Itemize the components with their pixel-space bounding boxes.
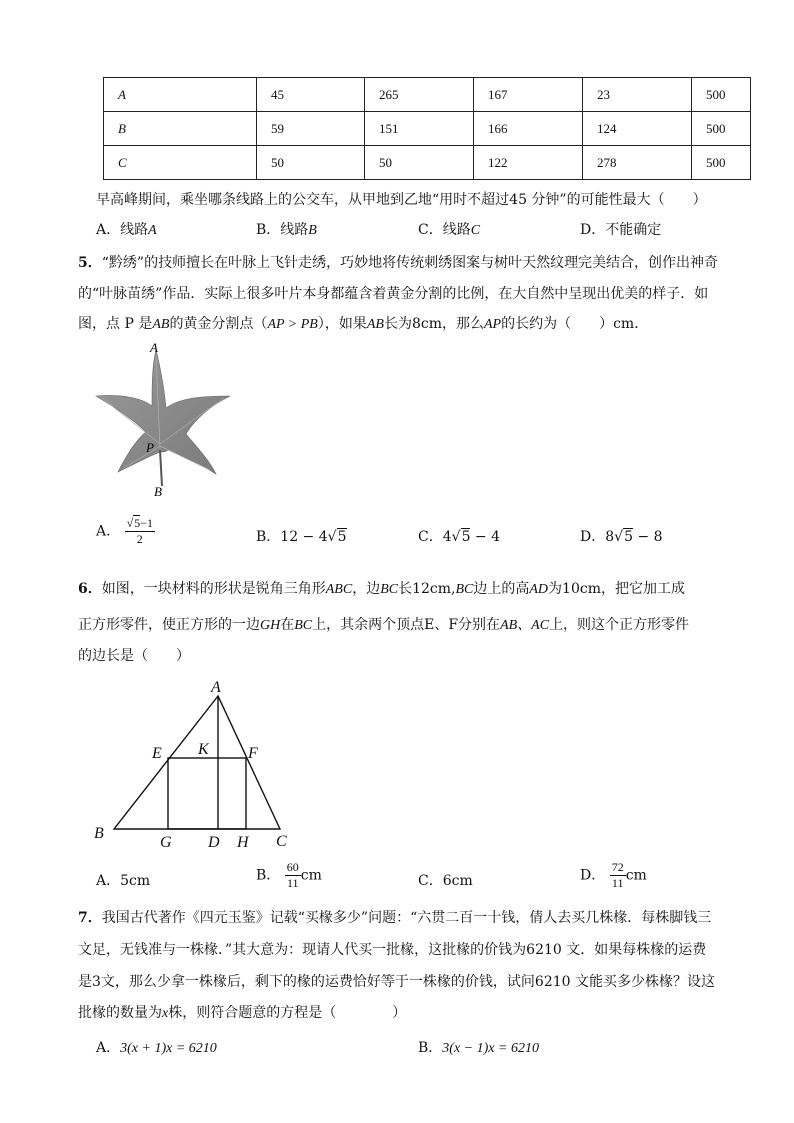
q5-line2: 的“叶脉苗绣”作品．实际上很多叶片本身都蕴含着黄金分割的比例，在大自然中呈现出优美的样子．如 — [78, 286, 709, 302]
option-label: B． — [256, 867, 281, 884]
text: 的黄金分割点（ — [169, 316, 268, 332]
fraction: $\frac{√5-1}{2}$ — [126, 516, 153, 546]
q5-line1 — [78, 252, 718, 272]
text: − 8 — [633, 529, 663, 545]
option-var: B — [308, 223, 317, 238]
cell: 265 — [365, 78, 474, 112]
text: 8 — [605, 529, 615, 545]
q5-line3 — [78, 313, 648, 333]
unit: cm — [300, 867, 322, 884]
text: −1 — [140, 516, 153, 530]
text: 在 — [280, 617, 295, 633]
var: AB、AC — [500, 618, 550, 633]
var: x — [162, 1006, 169, 1021]
option-label: A． — [96, 523, 121, 540]
option-var: A — [148, 223, 157, 238]
q4-option-b — [256, 219, 317, 239]
var: BC — [294, 618, 313, 633]
q6-line1 — [78, 578, 685, 598]
table-row — [104, 78, 751, 112]
text: “黔绣”的技师擅长在叶脉上飞针走绣，巧妙地将传统刺绣图案与树叶天然纹理完美结合，创作出神奇 — [101, 255, 719, 271]
text: 批椽的数量为 — [78, 1005, 162, 1021]
text: 的长约为（ ）cm． — [501, 316, 649, 332]
equation: 3(x + 1)x = 6210 — [120, 1041, 217, 1056]
label-b: B — [94, 825, 104, 842]
question-number: 6． — [78, 581, 102, 597]
option-var: C — [470, 223, 481, 238]
q6-option-b — [256, 860, 322, 891]
q4-text: 早高峰期间，乘坐哪条线路上的公交车，从甲地到乙地“用时不超过45 分钟”的可能性最大（ ） — [96, 192, 707, 208]
row-label: C — [104, 146, 257, 180]
cell: 50 — [365, 146, 474, 180]
cell: 124 — [583, 112, 692, 146]
option-label: C．线路 — [418, 222, 471, 238]
cell: 500 — [692, 112, 751, 146]
var: GH — [260, 618, 281, 633]
table-row — [104, 112, 751, 146]
row-label: A — [104, 78, 257, 112]
option-label: D． — [580, 529, 606, 545]
label-h: H — [237, 834, 249, 851]
label-e: E — [152, 745, 162, 762]
label-b: B — [154, 484, 162, 499]
unit: cm — [625, 867, 647, 884]
table-row — [104, 146, 751, 180]
q4-option-a — [96, 219, 157, 239]
q6-option-c: C．6cm — [418, 873, 473, 889]
triangle-abc — [114, 696, 280, 829]
q7-line2: 文足，无钱准与一株椽．”其大意为：现请人代买一批椽，这批椽的价钱为6210 文．如果每株椽的运费 — [78, 942, 707, 958]
square-efhg — [168, 758, 246, 829]
option-label: C． — [418, 529, 443, 545]
q5-option-d: D．8√5 − 8 — [580, 529, 663, 545]
denominator: 2 — [136, 532, 143, 546]
radicand: 5 — [337, 529, 347, 545]
label-a: A — [150, 340, 158, 355]
var: AB — [152, 317, 170, 332]
cell: 166 — [474, 112, 583, 146]
text: 边上的高 — [473, 581, 530, 597]
equation: 3(x − 1)x = 6210 — [442, 1041, 539, 1056]
triangle-figure — [90, 672, 310, 854]
q5-option-a — [96, 516, 155, 547]
q6-line2 — [78, 614, 689, 634]
numerator: 60 — [286, 860, 299, 874]
q4-option-d: D．不能确定 — [580, 222, 662, 238]
cell: 23 — [583, 78, 692, 112]
option-label: B．线路 — [256, 222, 309, 238]
cell: 500 — [692, 78, 751, 112]
option-label: B． — [256, 529, 281, 545]
leaf-stem — [160, 450, 162, 486]
q5-option-b: B．12 − 4√5 — [256, 529, 347, 545]
label-g: G — [160, 834, 172, 851]
leaf-shape — [96, 350, 230, 474]
cell: 59 — [257, 112, 365, 146]
cell: 151 — [365, 112, 474, 146]
label-k: K — [198, 741, 209, 758]
numerator: 72 — [611, 860, 624, 874]
cell: 45 — [257, 78, 365, 112]
text: 株，则符合题意的方程是（ ） — [168, 1005, 407, 1021]
question-number: 5． — [78, 255, 102, 271]
option-label: B． — [418, 1040, 443, 1056]
radicand: 5 — [134, 516, 141, 530]
text: − 4 — [470, 529, 501, 545]
q7-option-b — [418, 1037, 539, 1057]
text: 上，其余两个顶点E、F分别在 — [312, 617, 501, 633]
q6-line3: 的边长是（ ） — [78, 648, 190, 664]
var: BC — [455, 582, 474, 597]
text: 正方形零件，使正方形的一边 — [78, 617, 260, 633]
radicand: 5 — [461, 529, 471, 545]
text: 长为8cm，那么 — [383, 316, 484, 332]
text: ），如果 — [317, 316, 367, 332]
question-number: 7． — [78, 910, 102, 926]
fraction — [285, 860, 301, 891]
var: AD — [529, 582, 549, 597]
cell: 122 — [474, 146, 583, 180]
label-d: D — [208, 834, 220, 851]
var: AP — [483, 317, 502, 332]
option-label: A．线路 — [96, 222, 149, 238]
q6-option-d — [580, 860, 647, 891]
data-table — [103, 77, 751, 180]
leaf-figure — [90, 336, 250, 501]
text: ，边 — [352, 581, 381, 597]
cell: 50 — [257, 146, 365, 180]
text: 如图，一块材料的形状是锐角三角形 — [101, 581, 326, 597]
option-label: A． — [96, 1040, 121, 1056]
text: 我国古代著作《四元玉鉴》记载“买椽多少”问题：“六贯二百一十钱，倩人去买几株椽．每株脚钱三 — [101, 910, 712, 926]
text: 4 — [442, 529, 452, 545]
label-f: F — [248, 745, 258, 762]
cell: 278 — [583, 146, 692, 180]
option-label: D． — [580, 867, 606, 884]
text: 图，点 P 是 — [78, 316, 153, 332]
fraction — [610, 860, 626, 891]
q7-line4 — [78, 1002, 406, 1022]
denominator: 11 — [611, 876, 624, 890]
var: BC — [380, 582, 399, 597]
q6-option-a: A．5cm — [96, 873, 151, 889]
text: 长12cm, — [398, 581, 456, 597]
label-c: C — [276, 833, 287, 850]
label-p: P — [146, 440, 154, 455]
q7-option-a — [96, 1037, 217, 1057]
var: AP > PB — [267, 317, 318, 332]
text: 为10cm，把它加工成 — [548, 581, 685, 597]
q7-line3: 是3文，那么少拿一株椽后，剩下的椽的运费恰好等于一株椽的价钱，试问6210 文能买多少株椽？设这 — [78, 974, 715, 990]
text: 12 − 4 — [280, 529, 328, 545]
var: AB — [366, 317, 384, 332]
q4-option-c — [418, 219, 480, 239]
cell: 167 — [474, 78, 583, 112]
denominator: 11 — [286, 876, 299, 890]
label-a: A — [211, 679, 221, 696]
radicand: 5 — [624, 529, 633, 545]
row-label: B — [104, 112, 257, 146]
text: 上，则这个正方形零件 — [549, 617, 690, 633]
q7-line1 — [78, 907, 711, 927]
q5-option-c: C．4√5 − 4 — [418, 529, 501, 545]
var: ABC — [325, 582, 353, 597]
cell: 500 — [692, 146, 751, 180]
